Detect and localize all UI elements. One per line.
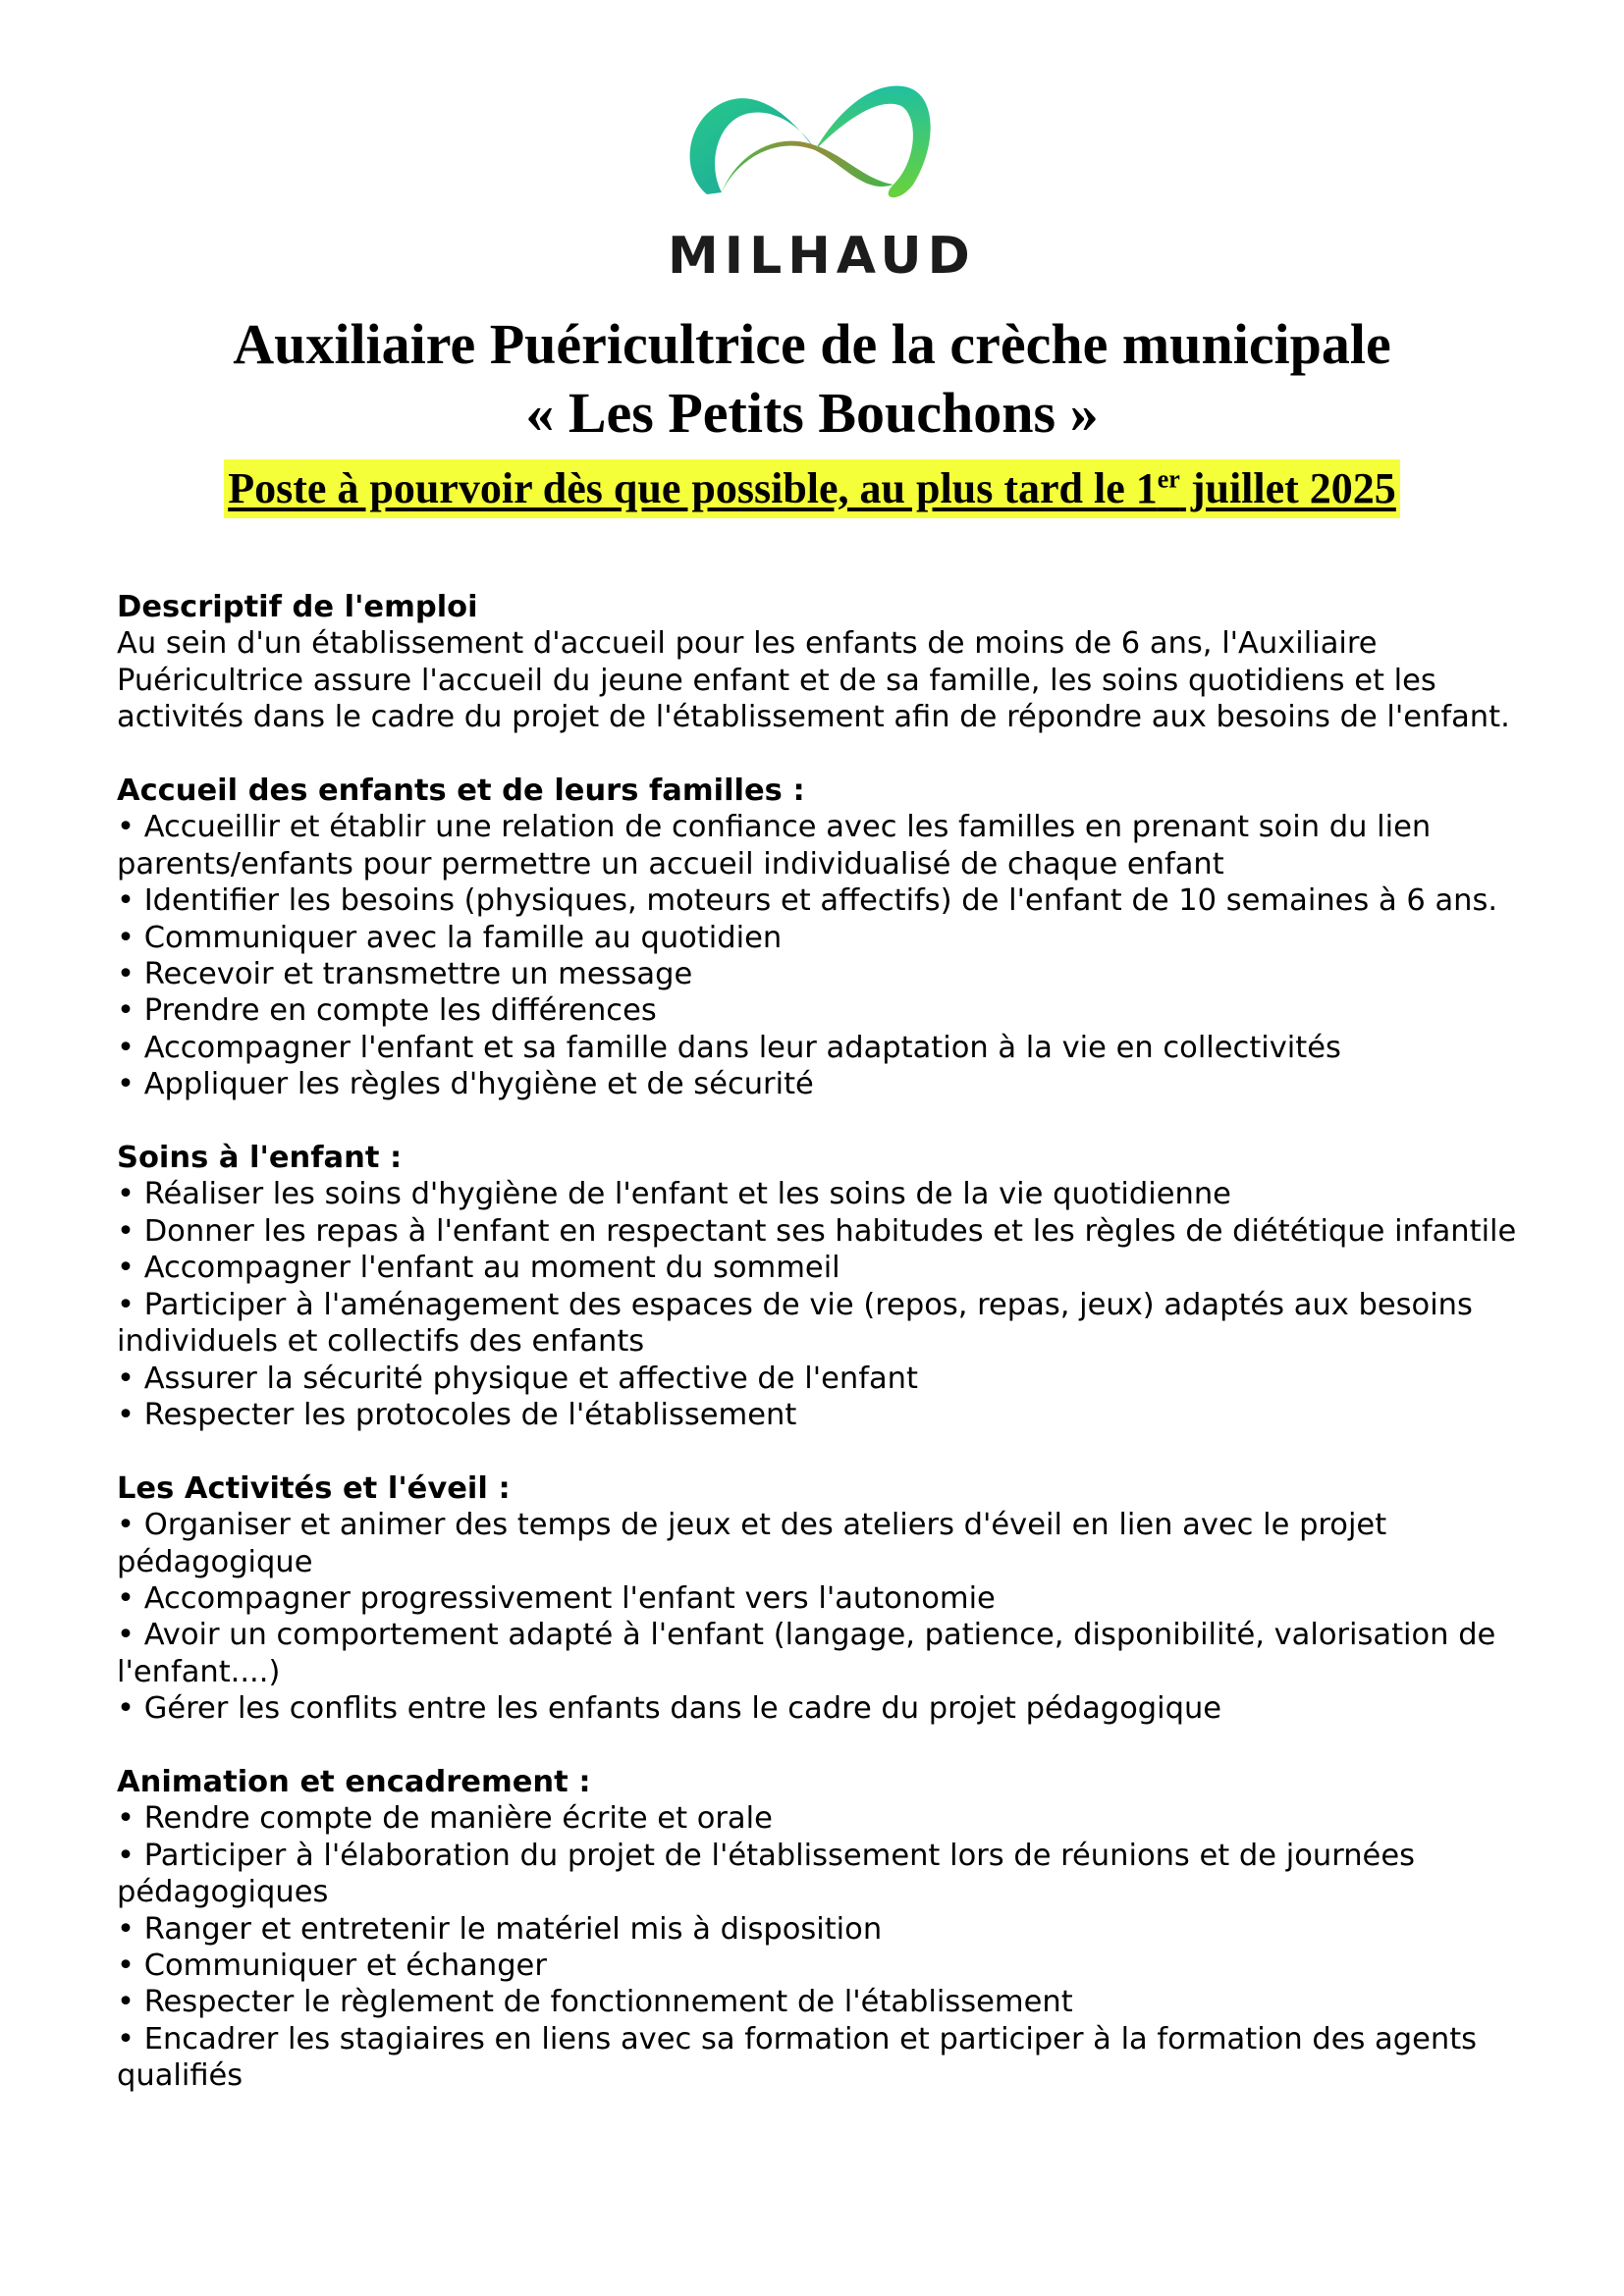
list-item: • Réaliser les soins d'hygiène de l'enfant et les soins de la vie quotidienne bbox=[117, 1176, 1541, 1212]
list-item: • Participer à l'élaboration du projet de l'établissement lors de réunions et de journées pédagogiques bbox=[117, 1838, 1541, 1911]
list-item: • Rendre compte de manière écrite et orale bbox=[117, 1800, 1541, 1837]
list-item: • Donner les repas à l'enfant en respectant ses habitudes et les règles de diététique infantile bbox=[117, 1213, 1541, 1250]
section-soins bbox=[117, 1140, 1541, 1433]
job-description bbox=[117, 589, 1541, 2131]
page-subtitle: « Les Petits Bouchons » bbox=[525, 381, 1099, 445]
section-heading: Soins à l'enfant : bbox=[117, 1141, 403, 1176]
list-item: • Prendre en compte les différences bbox=[117, 992, 1541, 1029]
list-item: • Avoir un comportement adapté à l'enfant (langage, patience, disponibilité, valorisation de l'enfant....) bbox=[117, 1617, 1541, 1690]
list-item: • Accueillir et établir une relation de confiance avec les familles en prenant soin du lien parents/enfants pour permettre un accueil individualisé de chaque enfant bbox=[117, 809, 1541, 882]
list-item: • Assurer la sécurité physique et affective de l'enfant bbox=[117, 1361, 1541, 1397]
section-heading: Accueil des enfants et de leurs familles : bbox=[117, 774, 805, 809]
milhaud-logo-mark bbox=[668, 77, 962, 224]
list-item: • Recevoir et transmettre un message bbox=[117, 956, 1541, 992]
list-item: • Communiquer avec la famille au quotidien bbox=[117, 920, 1541, 956]
section-description bbox=[117, 589, 1541, 736]
section-heading: Animation et encadrement : bbox=[117, 1764, 591, 1799]
deadline-banner bbox=[0, 459, 1624, 518]
list-item: • Identifier les besoins (physiques, moteurs et affectifs) de l'enfant de 10 semaines à 6 ans. bbox=[117, 882, 1541, 919]
list-item: • Participer à l'aménagement des espaces de vie (repos, repas, jeux) adaptés aux besoins individuels et collectifs des enfants bbox=[117, 1287, 1541, 1361]
logo-wordmark: MILHAUD bbox=[668, 227, 976, 286]
list-item: • Respecter les protocoles de l'établissement bbox=[117, 1397, 1541, 1433]
list-item: • Accompagner l'enfant et sa famille dans leur adaptation à la vie en collectivités bbox=[117, 1030, 1541, 1066]
list-item: • Organiser et animer des temps de jeux et des ateliers d'éveil en lien avec le projet pédagogique bbox=[117, 1507, 1541, 1580]
list-item: • Gérer les conflits entre les enfants dans le cadre du projet pédagogique bbox=[117, 1690, 1541, 1727]
list-item: • Appliquer les règles d'hygiène et de sécurité bbox=[117, 1066, 1541, 1102]
list-item: • Ranger et entretenir le matériel mis à disposition bbox=[117, 1911, 1541, 1948]
list-item: • Accompagner l'enfant au moment du sommeil bbox=[117, 1250, 1541, 1286]
section-heading: Descriptif de l'emploi bbox=[117, 590, 478, 624]
section-accueil bbox=[117, 773, 1541, 1103]
section-activites bbox=[117, 1470, 1541, 1728]
list-item: • Accompagner progressivement l'enfant vers l'autonomie bbox=[117, 1580, 1541, 1617]
deadline-text: Poste à pourvoir dès que possible, au plus tard le 1er juillet 2025 bbox=[224, 459, 1400, 518]
milhaud-logo bbox=[668, 77, 976, 293]
section-heading: Les Activités et l'éveil : bbox=[117, 1470, 511, 1506]
page-title: Auxiliaire Puéricultrice de la crèche municipale bbox=[233, 312, 1391, 376]
list-item: • Respecter le règlement de fonctionnement de l'établissement bbox=[117, 1984, 1541, 2020]
list-item: • Communiquer et échanger bbox=[117, 1948, 1541, 1984]
section-animation bbox=[117, 1764, 1541, 2095]
deadline-sup: er bbox=[1157, 464, 1180, 494]
list-item: • Encadrer les stagiaires en liens avec sa formation et participer à la formation des agents qualifiés bbox=[117, 2021, 1541, 2095]
section-paragraph: Au sein d'un établissement d'accueil pour les enfants de moins de 6 ans, l'Auxiliaire Puéricultrice assure l'accueil du jeune enfant et de sa famille, les soins quotidiens et les activités dans le cadre du projet de l'établissement afin de répondre aux besoins de l'enfant. bbox=[117, 626, 1510, 735]
